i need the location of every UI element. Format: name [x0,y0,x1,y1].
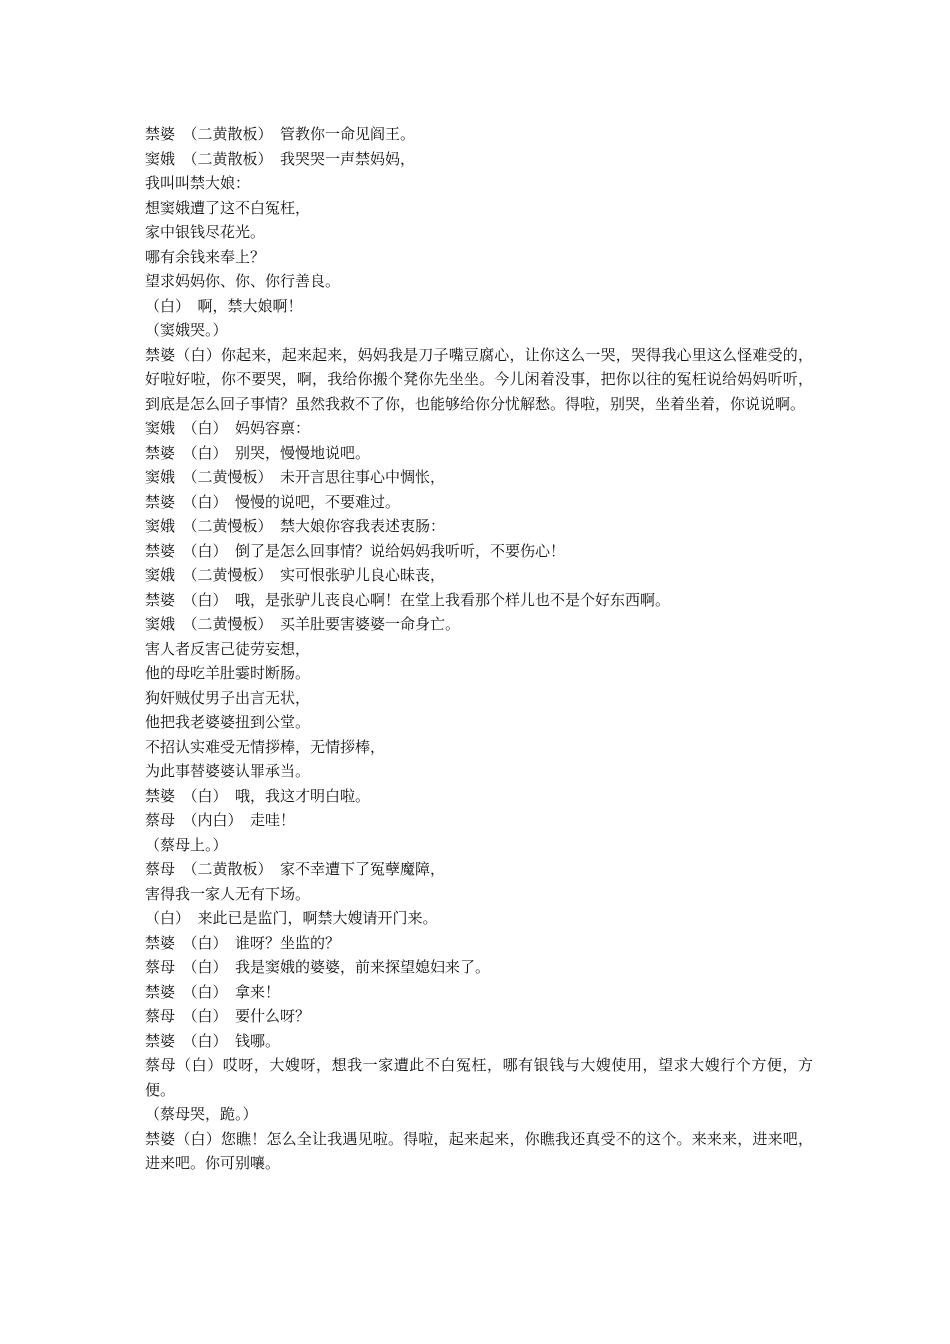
script-line: 他的母吃羊肚霎时断肠。 [145,664,311,682]
script-line: 禁婆 （白） 哦，是张驴儿丧良心啊！在堂上我看那个样儿也不是个好东西啊。 [145,590,671,609]
script-line: （白） 来此已是监门，啊禁大嫂请开门来。 [145,909,438,927]
script-line: 害得我一家人无有下场。 [145,884,311,903]
script-line: 望求妈妈你、你、你行善良。 [145,272,341,290]
script-line: 窦娥 （二黄慢板） 未开言思往事心中惆怅， [145,468,446,486]
script-line: 狗奸贼仗男子出言无状， [145,688,311,707]
script-line: 禁婆 （白） 倒了是怎么回事情？说给妈妈我听听，不要伤心！ [145,541,566,560]
script-line: 蔡母 （内白） 走哇！ [145,811,296,829]
script-line: 蔡母 （白） 要什么呀？ [145,1007,311,1025]
script-line: 他把我老婆婆扭到公堂。 [145,713,311,731]
stage-direction: （窦娥哭。） [145,321,228,339]
script-line: 蔡母 （二黄散板） 家不幸遭下了冤孽魔障， [145,860,446,878]
script-line: 禁婆 （白） 钱哪。 [145,1031,281,1050]
script-line: 窦娥 （白） 妈妈容禀： [145,419,311,437]
script-line: 窦娥 （二黄慢板） 买羊肚要害婆婆一命身亡。 [145,615,461,633]
script-line: 害人者反害己徒劳妄想， [145,639,311,658]
stage-direction: （蔡母上。） [145,835,228,854]
script-line: 禁婆 （白） 慢慢的说吧，不要难过。 [145,492,401,511]
script-line: 想窦娥遭了这不白冤枉， [145,198,311,217]
script-line: （白） 啊，禁大娘啊！ [145,296,303,315]
script-line: 为此事替婆婆认罪承当。 [145,762,311,780]
script-line: 禁婆 （白） 哦，我这才明白啦。 [145,786,371,805]
stage-direction: （蔡母哭，跪。） [145,1105,258,1123]
script-line: 不招认实难受无情拶棒，无情拶棒， [145,737,386,756]
script-line: 家中银钱尽花光。 [145,223,266,241]
script-line: 窦娥 （二黄慢板） 禁大娘你容我表述衷肠： [145,517,446,535]
script-line: 窦娥 （二黄慢板） 实可恨张驴儿良心昧丧， [145,566,446,584]
script-line: 禁婆 （二黄散板） 管教你一命见阎王。 [145,125,416,143]
script-line: 禁婆 （白） 别哭，慢慢地说吧。 [145,443,371,462]
script-page [145,122,813,1176]
script-paragraph: 蔡母（白）哎呀，大嫂呀，想我一家遭此不白冤枉，哪有银钱与大嫂使用，望求大嫂行个方便，方便。 [145,1056,813,1099]
script-paragraph: 禁婆（白）你起来，起来起来，妈妈我是刀子嘴豆腐心，让你这么一哭，哭得我心里这么怪难受的，好啦好啦，你不要哭，啊，我给你搬个凳你先坐坐。今儿闲着没事，把你以往的冤枉说给妈妈听听，到底是怎么回子事情？虽然我救不了你，也能够给你分忧解愁。得啦，别哭，坐着坐着，你说说啊。 [145,345,813,413]
script-line: 禁婆 （白） 拿来！ [145,982,281,1001]
script-line: 我叫叫禁大娘： [145,174,251,192]
script-paragraph: 禁婆（白）您瞧！怎么全让我遇见啦。得啦，起来起来，你瞧我还真受不的这个。来来来，进来吧，进来吧。你可别嚷。 [145,1129,813,1172]
script-line: 禁婆 （白） 谁呀？坐监的？ [145,933,341,952]
script-line: 窦娥 （二黄散板） 我哭哭一声禁妈妈， [145,149,416,168]
script-line: 哪有余钱来奉上？ [145,247,266,266]
script-line: 蔡母 （白） 我是窦娥的婆婆，前来探望媳妇来了。 [145,958,491,976]
